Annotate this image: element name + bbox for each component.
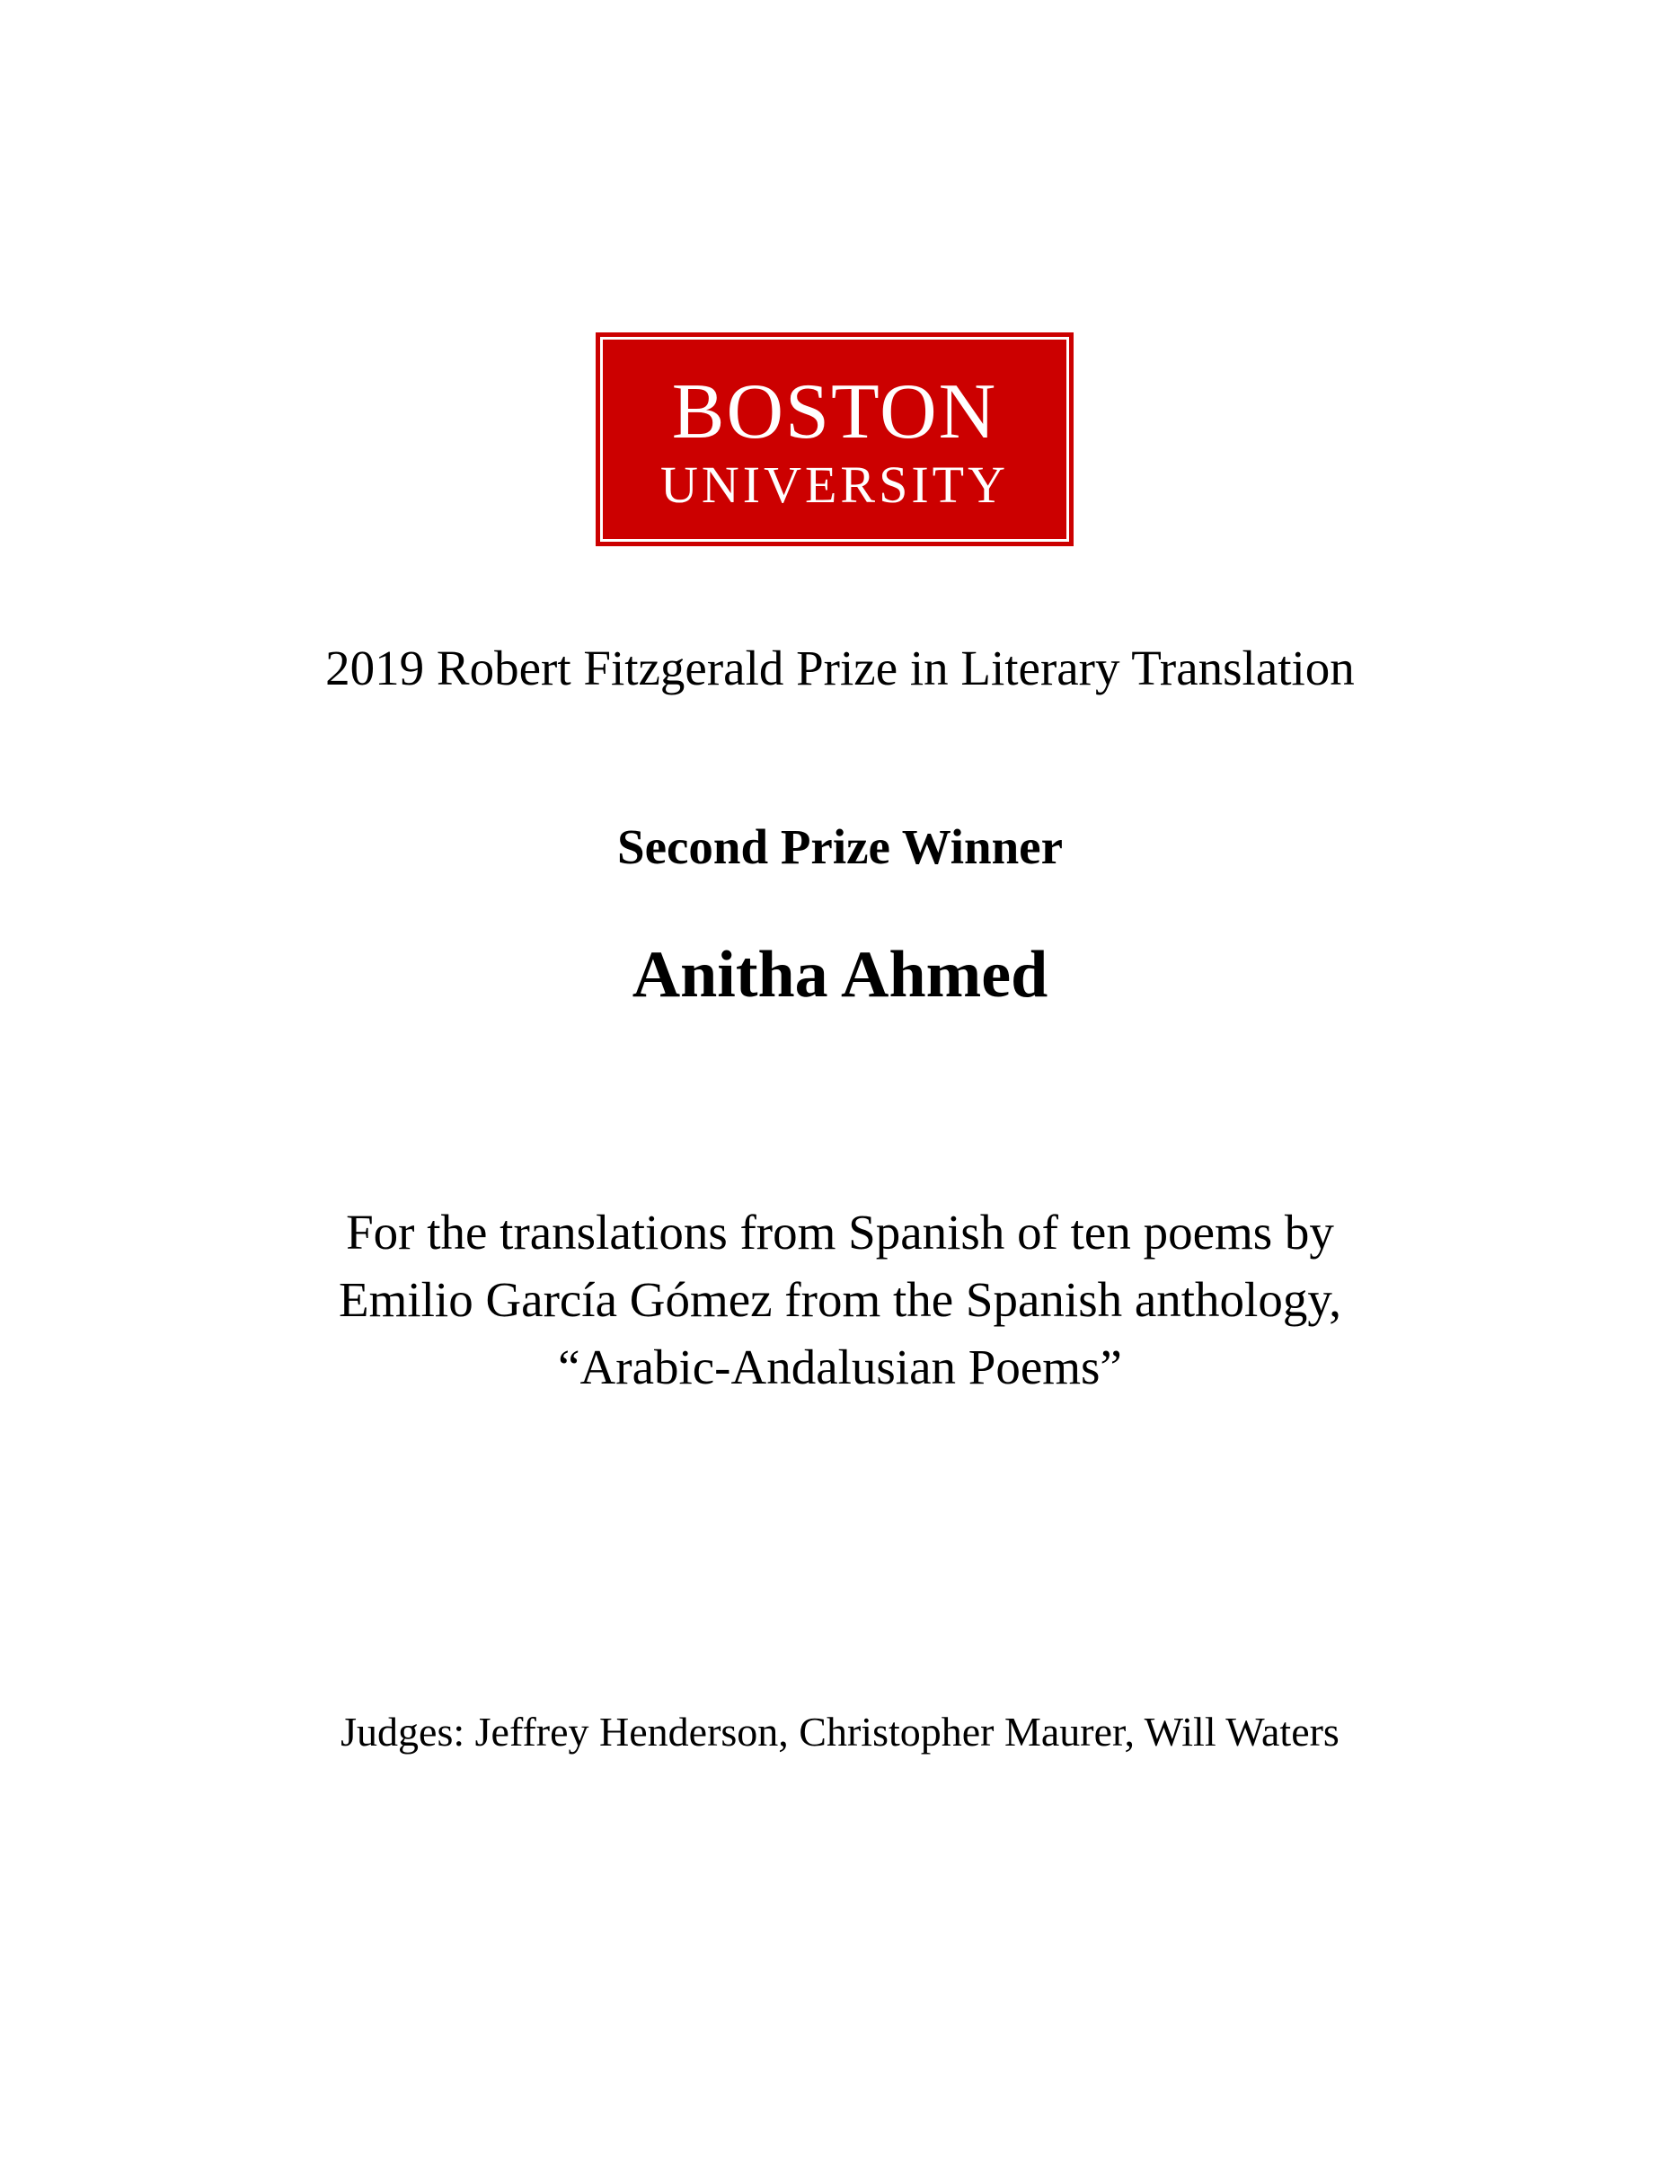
translation-description — [0, 1198, 1680, 1401]
logo-text-boston: BOSTON — [671, 368, 998, 455]
description-line-2: Emilio García Gómez from the Spanish anthology, — [338, 1272, 1342, 1327]
prize-rank: Second Prize Winner — [617, 819, 1063, 874]
description-line-3: “Arabic-Andalusian Poems” — [558, 1340, 1122, 1394]
logo-text-university: UNIVERSITY — [660, 455, 1009, 514]
boston-university-logo — [596, 332, 1074, 546]
logo-frame — [600, 337, 1069, 542]
description-line-1: For the translations from Spanish of ten poems by — [346, 1205, 1334, 1260]
prize-title: 2019 Robert Fitzgerald Prize in Literary Translation — [325, 641, 1355, 695]
judges-list: Judges: Jeffrey Henderson, Christopher Maurer, Will Waters — [340, 1709, 1340, 1755]
winner-name: Anitha Ahmed — [632, 938, 1048, 1012]
